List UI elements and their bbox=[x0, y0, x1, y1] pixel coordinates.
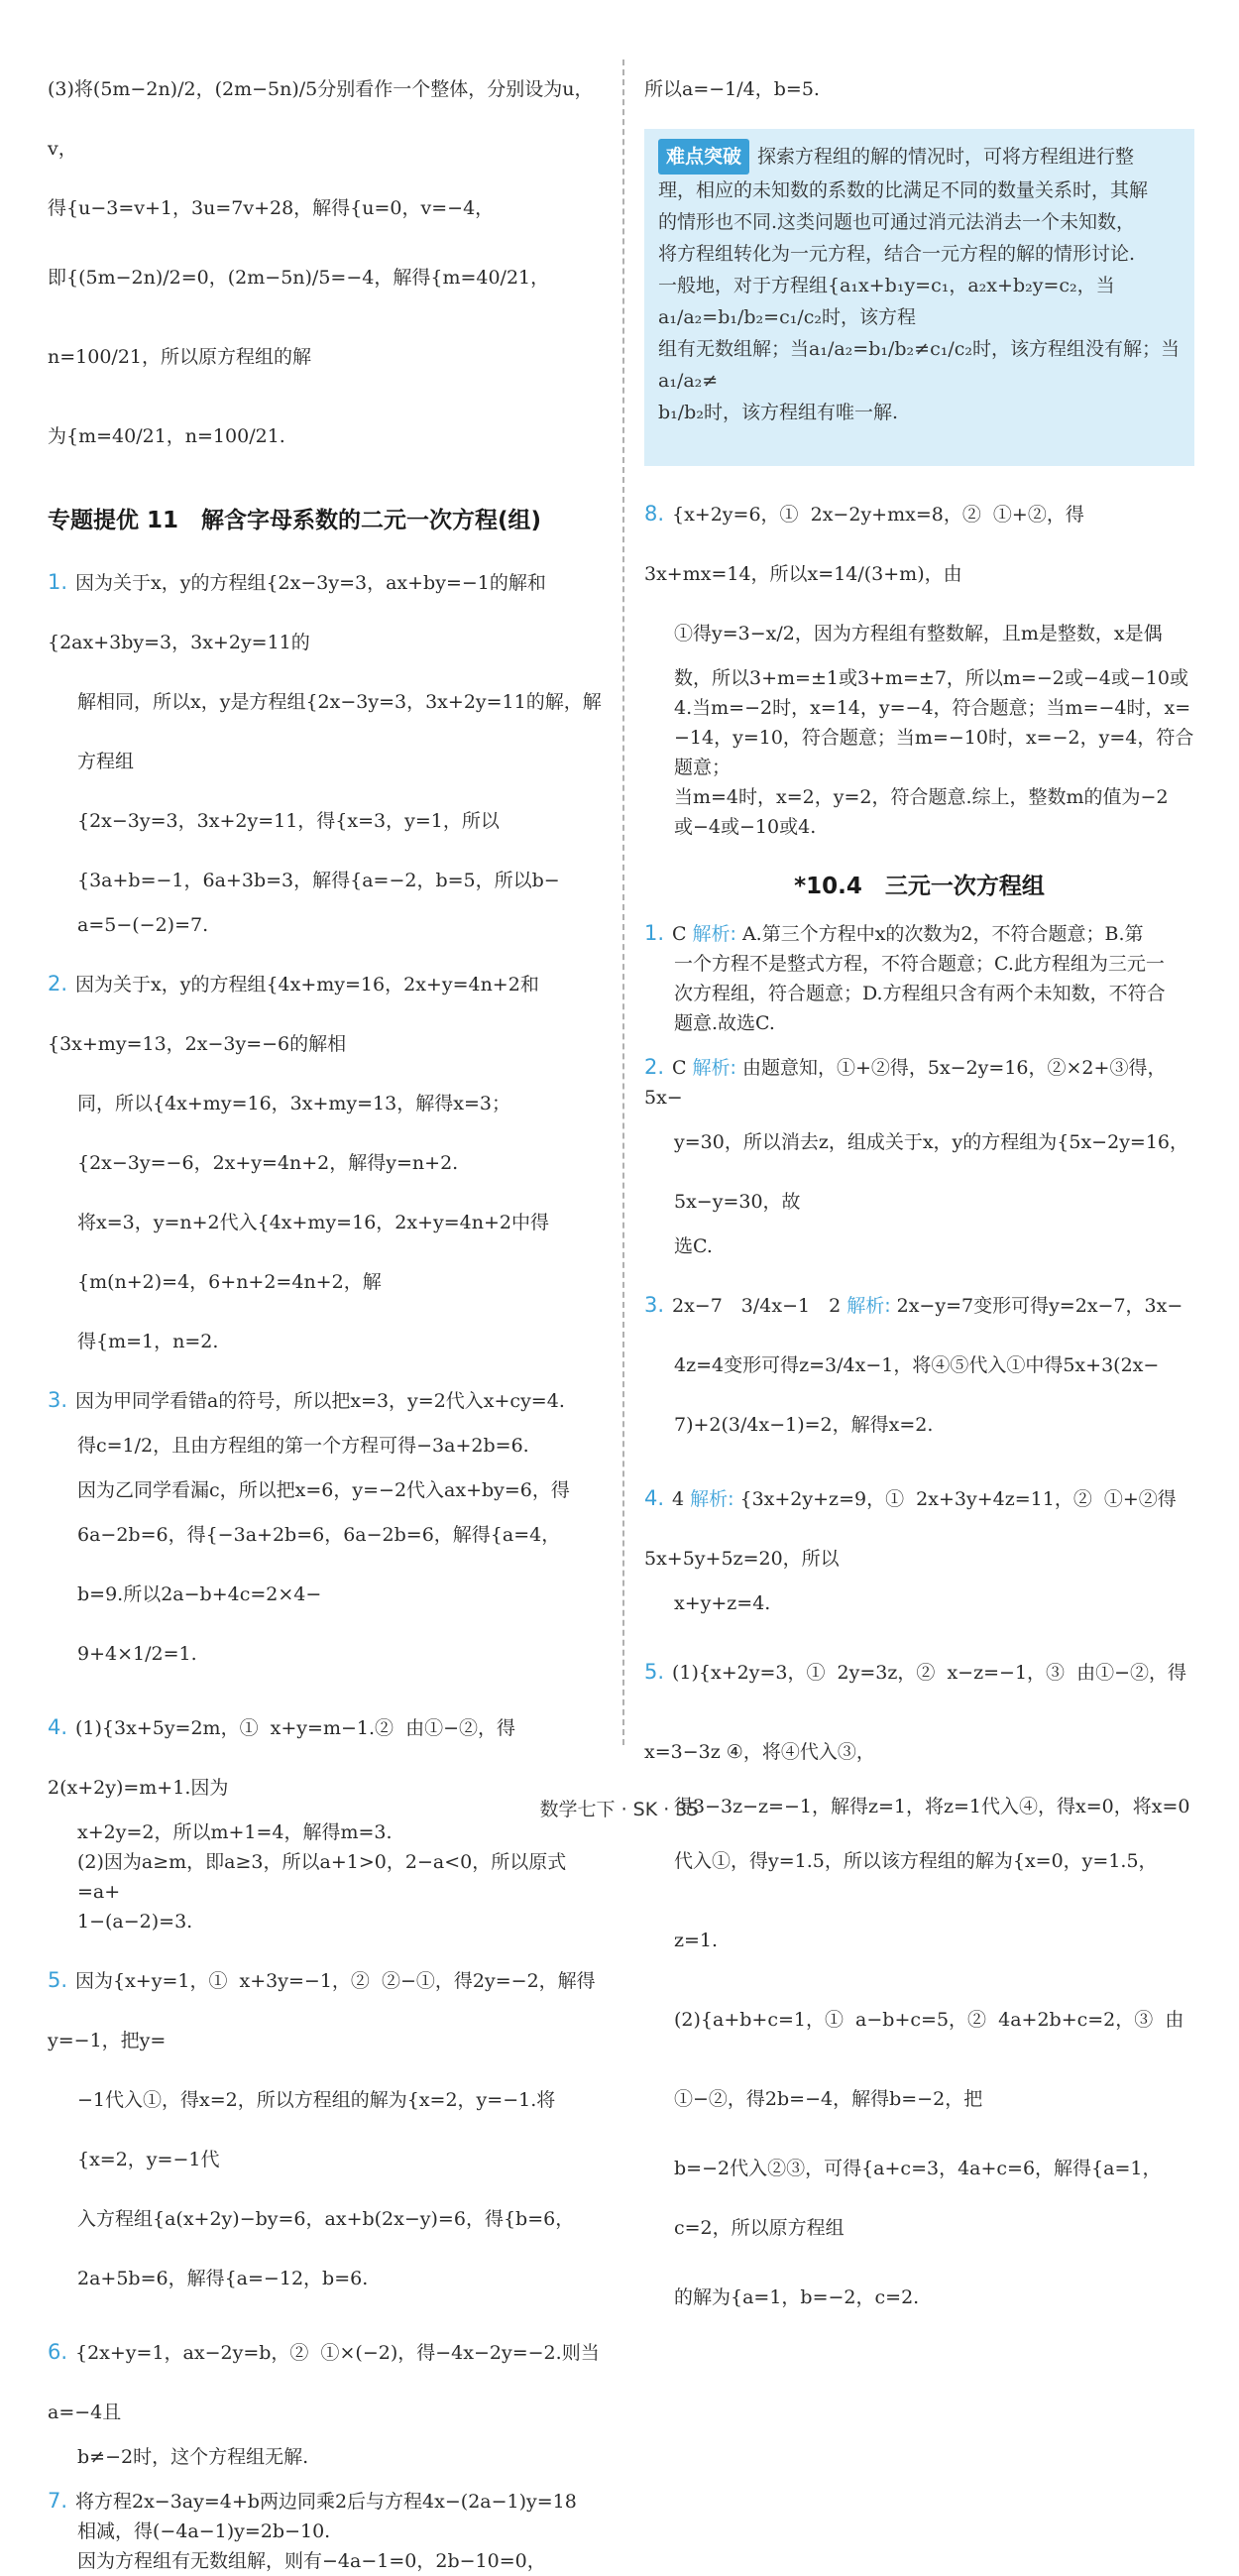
analysis-tag: 解析: bbox=[692, 1057, 736, 1079]
text-line: 将x=3，y=n+2代入{4x+my=16，2x+y=4n+2中得{m(n+2)=4，6+n+2=4n+2，解 bbox=[77, 1212, 549, 1293]
text-line: {3x+2y+z=9，① 2x+3y+4z=11，② ①+②得5x+5y+5z=20，所以 bbox=[644, 1488, 1177, 1570]
text-line: 7)+2(3/4x−1)=2，解得x=2. bbox=[674, 1414, 934, 1436]
tip-text: 理，相应的未知数的系数的比满足不同的数量关系时，其解 bbox=[658, 179, 1149, 201]
text-line: ①得y=3−x/2，因为方程组有整数解，且m是整数，x是偶 bbox=[674, 623, 1163, 644]
item-number: 1. bbox=[644, 921, 665, 945]
left-column bbox=[48, 59, 603, 2576]
text-line: a=5−(−2)=7. bbox=[77, 914, 209, 936]
item-number: 5. bbox=[644, 1660, 665, 1684]
text-line: 题意.故选C. bbox=[674, 1012, 775, 1034]
text-line: 由题意知，①+②得，5x−2y=16，②×2+③得，5x− bbox=[644, 1057, 1167, 1109]
tip-text: 一般地，对于方程组{a₁x+b₁y=c₁，a₂x+b₂y=c₂，当a₁/a₂=b₁/b₂=c₁/c₂时，该方程 bbox=[658, 275, 1115, 328]
text-line: (2)因为a≥m，即a≥3，所以a+1>0，2−a<0，所以原式=a+ bbox=[77, 1851, 567, 1903]
item-number: 5. bbox=[48, 1968, 68, 1992]
text-line: 次方程组，符合题意；D.方程组只含有两个未知数，不符合 bbox=[674, 983, 1166, 1004]
text-line: x+2y=2，所以m+1=4，解得m=3. bbox=[77, 1821, 393, 1843]
text-line: 4z=4变形可得z=3/4x−1，将④⑤代入①中得5x+3(2x− bbox=[674, 1354, 1160, 1376]
answer-item-3 bbox=[48, 1385, 603, 1684]
item-number: 1. bbox=[48, 570, 68, 594]
answer: 2x−7 3/4x−1 2 bbox=[672, 1295, 842, 1317]
text-line: x+y+z=4. bbox=[674, 1592, 771, 1614]
item-number: 4. bbox=[644, 1486, 665, 1510]
text-line: 的解为{a=1，b=−2，c=2. bbox=[674, 2286, 920, 2308]
answer: C bbox=[672, 923, 687, 945]
section-title: 专题提优 11 解含字母系数的二元一次方程(组) bbox=[48, 508, 542, 533]
item-number: 2. bbox=[644, 1055, 665, 1079]
text-line: 即{(5m−2n)/2=0，(2m−5n)/5=−4，解得{m=40/21，n=100/21，所以原方程组的解 bbox=[48, 267, 550, 368]
text-line: 将方程2x−3ay=4+b两边同乘2后与方程4x−(2a−1)y=18 bbox=[75, 2491, 577, 2513]
answer-item-2 bbox=[48, 954, 603, 1371]
tip-text: b₁/b₂时，该方程组有唯一解. bbox=[658, 402, 899, 423]
analysis-tag: 解析: bbox=[846, 1295, 891, 1317]
answer: C bbox=[672, 1057, 687, 1079]
text-line: b=−2代入②③，可得{a+c=3，4a+c=6，解得{a=1，c=2，所以原方程组 bbox=[674, 2158, 1162, 2239]
item-number: 3. bbox=[644, 1293, 665, 1317]
text-line: 因为关于x，y的方程组{4x+my=16，2x+y=4n+2和{3x+my=13，2x−3y=−6的解相 bbox=[48, 974, 539, 1055]
answer-item-1 bbox=[48, 552, 603, 940]
section-title: *10.4 三元一次方程组 bbox=[794, 874, 1045, 899]
tip-text: 的情形也不同.这类问题也可通过消元法消去一个未知数， bbox=[658, 211, 1136, 233]
analysis-tag: 解析: bbox=[690, 1488, 734, 1510]
tip-label: 难点突破 bbox=[658, 139, 749, 175]
text-line: 同，所以{4x+my=16，3x+my=13，解得x=3；{2x−3y=−6，2x+y=4n+2，解得y=n+2. bbox=[77, 1093, 510, 1174]
text-line: 6a−2b=6，得{−3a+2b=6，6a−2b=6，解得{a=4，b=9.所以2a−b+4c=2×4− bbox=[77, 1524, 561, 1605]
answer: 4 bbox=[672, 1488, 685, 1510]
text-line: 或−4或−10或4. bbox=[674, 816, 817, 838]
item-number: 6. bbox=[48, 2340, 68, 2364]
text-line: 因为方程组有无数组解，则有−4a−1=0，2b−10=0， bbox=[77, 2550, 546, 2572]
text-line: (2){a+b+c=1，① a−b+c=5，② 4a+2b+c=2，③ 由①−②，得2b=−4，解得b=−2，把 bbox=[674, 2009, 1184, 2110]
text-line: 得{m=1，n=2. bbox=[77, 1331, 219, 1352]
text-line: 选C. bbox=[674, 1235, 713, 1257]
answer-item-3 bbox=[644, 1275, 1194, 1455]
text-line: 数，所以3+m=±1或3+m=±7，所以m=−2或−4或−10或 bbox=[674, 667, 1188, 689]
item-number: 3. bbox=[48, 1388, 68, 1412]
answer-item-4 bbox=[644, 1468, 1194, 1618]
text-line: 入方程组{a(x+2y)−by=6，ax+b(2x−y)=6，得{b=6，2a+5b=6，解得{a=−12，b=6. bbox=[77, 2208, 575, 2289]
text-line: b≠−2时，这个方程组无解. bbox=[77, 2446, 309, 2468]
text-line: y=30，所以消去z，组成关于x，y的方程组为{5x−2y=16，5x−y=30，故 bbox=[674, 1131, 1189, 1213]
text-line: 当m=4时，x=2，y=2，符合题意.综上，整数m的值为−2 bbox=[674, 786, 1169, 808]
text-line: 得{u−3=v+1，3u=7v+28，解得{u=0，v=−4， bbox=[48, 197, 495, 219]
text-line: 9+4×1/2=1. bbox=[77, 1643, 197, 1665]
text-line: {2x+y=1，ax−2y=b，② ①×(−2)，得−4x−2y=−2.则当a=−4且 bbox=[48, 2342, 600, 2423]
text-line: −14，y=10，符合题意；当m=−10时，x=−2，y=4，符合题意； bbox=[674, 727, 1194, 778]
text-line: (1){x+2y=3，① 2y=3z，② x−z=−1，③ 由①−②，得x=3−3z ④，将④代入③， bbox=[644, 1662, 1187, 1763]
item-number: 2. bbox=[48, 972, 68, 995]
text-line: A.第三个方程中x的次数为2，不符合题意；B.第 bbox=[741, 923, 1144, 945]
analysis-tag: 解析: bbox=[692, 923, 736, 945]
text-line: 得3−3z−z=−1，解得z=1，将z=1代入④，得x=0，将x=0 bbox=[674, 1796, 1190, 1817]
text-line: (3)将(5m−2n)/2，(2m−5n)/5分别看作一个整体，分别设为u，v， bbox=[48, 78, 594, 160]
answer-item-8 bbox=[644, 484, 1194, 842]
text-line: 因为乙同学看漏c，所以把x=6，y=−2代入ax+by=6，得 bbox=[77, 1479, 570, 1501]
text-line: 所以a=−1/4，b=5. bbox=[644, 78, 820, 100]
tip-box bbox=[644, 129, 1194, 466]
column-divider bbox=[622, 59, 624, 1745]
text-line: 解相同，所以x，y是方程组{2x−3y=3，3x+2y=11的解，解方程组 bbox=[77, 691, 602, 772]
item-number: 4. bbox=[48, 1715, 68, 1739]
text-line: 2x−y=7变形可得y=2x−7，3x− bbox=[896, 1295, 1183, 1317]
text-line: 为{m=40/21，n=100/21. bbox=[48, 425, 285, 447]
text-line: 因为甲同学看错a的符号，所以把x=3，y=2代入x+cy=4. bbox=[75, 1390, 565, 1412]
answer-item-7 bbox=[48, 2486, 603, 2576]
answer-item-2 bbox=[644, 1052, 1194, 1261]
answer-item-5 bbox=[48, 1950, 603, 2308]
text-line: (1){3x+5y=2m，① x+y=m−1.② 由①−②，得2(x+2y)=m+1.因为 bbox=[48, 1717, 516, 1799]
item-number: 7. bbox=[48, 2489, 68, 2513]
item-number: 8. bbox=[644, 502, 665, 526]
text-line: 因为关于x，y的方程组{2x−3y=3，ax+by=−1的解和{2ax+3by=3，3x+2y=11的 bbox=[48, 572, 546, 653]
text-line: 相减，得(−4a−1)y=2b−10. bbox=[77, 2520, 331, 2542]
answer-item-6 bbox=[48, 2322, 603, 2472]
text-line: 4.当m=−2时，x=14，y=−4，符合题意；当m=−4时，x= bbox=[674, 697, 1191, 719]
text-line: 1−(a−2)=3. bbox=[77, 1911, 193, 1932]
tip-text: 将方程组转化为一元方程，结合一元方程的解的情形讨论. bbox=[658, 243, 1136, 265]
answer-item-1 bbox=[644, 918, 1194, 1038]
right-column bbox=[644, 59, 1194, 2337]
page-footer: 数学七下 · SK · 35 bbox=[539, 1799, 700, 1820]
text-line: 一个方程不是整式方程，不符合题意；C.此方程组为三元一 bbox=[674, 953, 1165, 975]
answer-item-5 bbox=[644, 1632, 1194, 2337]
tip-text: 组有无数组解；当a₁/a₂=b₁/b₂≠c₁/c₂时，该方程组没有解；当a₁/a₂≠ bbox=[658, 338, 1181, 392]
text-line: −1代入①，得x=2，所以方程组的解为{x=2，y=−1.将{x=2，y=−1代 bbox=[77, 2089, 556, 2170]
text-line: 代入①，得y=1.5，所以该方程组的解为{x=0，y=1.5，z=1. bbox=[674, 1850, 1158, 1951]
tip-text: 探索方程组的解的情况时，可将方程组进行整 bbox=[757, 146, 1135, 168]
text-line: {x+2y=6，① 2x−2y+mx=8，② ①+②，得3x+mx=14，所以x=14/(3+m)，由 bbox=[644, 504, 1084, 585]
text-line: 得c=1/2，且由方程组的第一个方程可得−3a+2b=6. bbox=[77, 1435, 529, 1457]
text-line: 因为{x+y=1，① x+3y=−1，② ②−①，得2y=−2，解得y=−1，把y= bbox=[48, 1970, 596, 2051]
text-line: {2x−3y=3，3x+2y=11，得{x=3，y=1，所以{3a+b=−1，6a+3b=3，解得{a=−2，b=5，所以b− bbox=[77, 810, 560, 891]
